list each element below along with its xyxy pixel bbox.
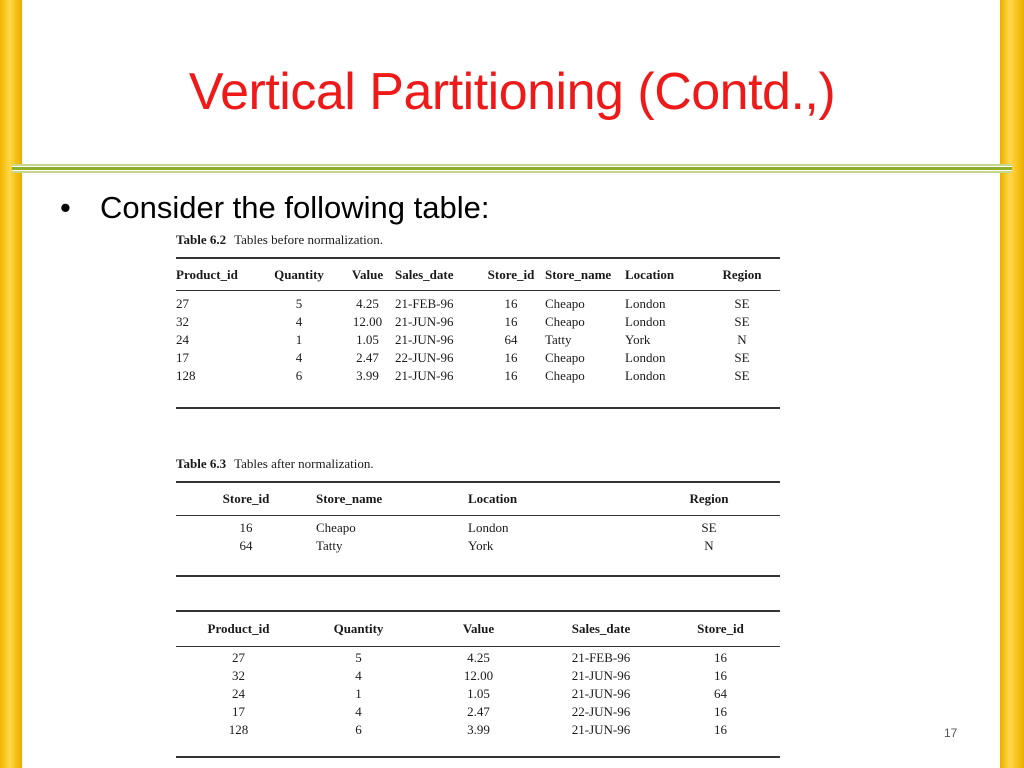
column-header: Location xyxy=(468,491,518,506)
table-row xyxy=(176,685,780,703)
table-before-caption xyxy=(176,232,383,248)
scanned-tables-figure xyxy=(176,232,780,768)
table-cell: 1.05 xyxy=(356,332,379,347)
table-cell: 2.47 xyxy=(467,704,490,719)
table-row xyxy=(176,295,780,313)
table-cell: London xyxy=(625,368,666,383)
column-header: Store_id xyxy=(697,621,744,636)
column-header: Sales_date xyxy=(395,267,454,282)
table-cell: 5 xyxy=(295,296,303,311)
table-cell: 27 xyxy=(232,650,245,665)
table-cell: 16 xyxy=(504,314,518,329)
table-cell: 64 xyxy=(239,538,253,553)
table-spacer xyxy=(176,287,780,295)
table-cell: 4 xyxy=(295,314,303,329)
bullet-point xyxy=(60,190,489,226)
column-header: Value xyxy=(351,267,384,282)
table-row xyxy=(176,649,780,667)
table-cell: Cheapo xyxy=(545,296,585,311)
table-rule xyxy=(176,575,780,577)
column-header: Sales_date xyxy=(571,621,631,636)
column-header: Location xyxy=(625,267,675,282)
table-cell: 22-JUN-96 xyxy=(571,704,631,719)
table-cell: 17 xyxy=(232,704,245,719)
table-cell: 21-JUN-96 xyxy=(571,686,631,701)
table-stores xyxy=(176,487,780,555)
table-cell: N xyxy=(704,538,714,553)
table-cell: 21-JUN-96 xyxy=(571,668,631,683)
table-cell: London xyxy=(625,296,666,311)
spacer-cell xyxy=(176,641,780,649)
table-cell: 128 xyxy=(228,722,249,737)
table-rule xyxy=(176,756,780,758)
column-header: Region xyxy=(689,491,729,506)
table-cell: 16 xyxy=(504,368,518,383)
table-cell: SE xyxy=(734,314,750,329)
table-cell: York xyxy=(625,332,651,347)
table-cell: 128 xyxy=(176,368,196,383)
table-row xyxy=(176,537,780,555)
table-row xyxy=(176,519,780,537)
table-cell: 17 xyxy=(176,350,189,365)
table-cell: 21-FEB-96 xyxy=(571,650,631,665)
table-header-row xyxy=(176,617,780,641)
table-cell: 4.25 xyxy=(356,296,379,311)
table-header-row xyxy=(176,487,780,511)
table-rule xyxy=(176,407,780,409)
table-cell: 21-JUN-96 xyxy=(395,314,454,329)
table-cell: SE xyxy=(734,350,750,365)
column-header: Quantity xyxy=(333,621,384,636)
table-cell: York xyxy=(468,538,494,553)
table-rule xyxy=(176,646,780,647)
table-row xyxy=(176,667,780,685)
table-cell: 1.05 xyxy=(467,686,490,701)
table-cell: 32 xyxy=(176,314,189,329)
table-after-number: Table 6.3 xyxy=(176,456,227,471)
table-spacer xyxy=(176,641,780,649)
table-cell: 2.47 xyxy=(356,350,379,365)
table-rule xyxy=(176,257,780,259)
table-cell: Cheapo xyxy=(545,350,585,365)
table-cell: 27 xyxy=(176,296,189,311)
table-cell: Tatty xyxy=(545,332,572,347)
table-cell: 16 xyxy=(714,704,727,719)
table-rule xyxy=(176,290,780,291)
column-header: Region xyxy=(722,267,762,282)
bullet-marker: • xyxy=(60,190,71,225)
slide-title: Vertical Partitioning (Contd.,) xyxy=(188,63,836,121)
table-cell: 1 xyxy=(355,686,362,701)
table-cell: SE xyxy=(734,296,750,311)
table-row xyxy=(176,313,780,331)
table-cell: 16 xyxy=(714,722,727,737)
column-header: Store_id xyxy=(487,267,535,282)
table-cell: London xyxy=(625,314,666,329)
table-before-number: Table 6.2 xyxy=(176,232,227,247)
table-cell: N xyxy=(737,332,747,347)
table-cell: 6 xyxy=(355,722,362,737)
table-cell: 12.00 xyxy=(352,314,383,329)
table-cell: SE xyxy=(701,520,717,535)
table-cell: 21-FEB-96 xyxy=(395,296,454,311)
table-cell: 4.25 xyxy=(467,650,490,665)
table-cell: 3.99 xyxy=(467,722,490,737)
table-cell: SE xyxy=(734,368,750,383)
table-cell: 4 xyxy=(295,350,303,365)
table-cell: Cheapo xyxy=(545,368,585,383)
table-cell: 16 xyxy=(239,520,253,535)
table-cell: 16 xyxy=(714,668,727,683)
table-cell: 4 xyxy=(355,704,362,719)
table-cell: 5 xyxy=(355,650,362,665)
table-cell: 16 xyxy=(504,296,518,311)
table-cell: 22-JUN-96 xyxy=(395,350,454,365)
column-header: Store_name xyxy=(545,267,612,282)
slide-number: 17 xyxy=(944,726,958,740)
column-header: Value xyxy=(462,621,495,636)
table-cell: 3.99 xyxy=(356,368,379,383)
table-cell: 24 xyxy=(232,686,245,701)
table-cell: London xyxy=(625,350,666,365)
table-cell: Tatty xyxy=(316,538,343,553)
table-rule xyxy=(176,515,780,516)
title-divider xyxy=(12,164,1012,174)
table-cell: 24 xyxy=(176,332,189,347)
table-cell: 21-JUN-96 xyxy=(395,332,454,347)
table-cell: 32 xyxy=(232,668,245,683)
table-rule xyxy=(176,610,780,612)
table-cell: Cheapo xyxy=(316,520,356,535)
table-row xyxy=(176,331,780,349)
table-cell: 64 xyxy=(714,686,727,701)
table-cell: 16 xyxy=(504,350,518,365)
table-after-caption-text: Tables after normalization. xyxy=(234,456,374,471)
table-before-normalization xyxy=(176,263,780,385)
table-cell: 6 xyxy=(295,368,303,383)
table-cell: London xyxy=(468,520,509,535)
table-cell: 21-JUN-96 xyxy=(571,722,631,737)
table-cell: 1 xyxy=(295,332,303,347)
table-after-caption xyxy=(176,456,374,472)
table-header-row xyxy=(176,263,780,287)
table-cell: 16 xyxy=(714,650,727,665)
table-before-caption-text: Tables before normalization. xyxy=(234,232,383,247)
table-cell: 12.00 xyxy=(463,668,494,683)
column-header: Quantity xyxy=(274,267,324,282)
column-header: Store_id xyxy=(222,491,270,506)
column-header: Store_name xyxy=(316,491,383,506)
table-rule xyxy=(176,481,780,483)
table-cell: 64 xyxy=(504,332,518,347)
column-header: Product_id xyxy=(207,621,270,636)
table-sales xyxy=(176,617,780,739)
table-row xyxy=(176,367,780,385)
table-row xyxy=(176,703,780,721)
column-header: Product_id xyxy=(176,267,238,282)
table-cell: Cheapo xyxy=(545,314,585,329)
table-cell: 21-JUN-96 xyxy=(395,368,454,383)
bullet-text: Consider the following table: xyxy=(100,190,490,225)
spacer-cell xyxy=(176,287,780,295)
table-cell: 4 xyxy=(355,668,362,683)
table-row xyxy=(176,349,780,367)
table-row xyxy=(176,721,780,739)
